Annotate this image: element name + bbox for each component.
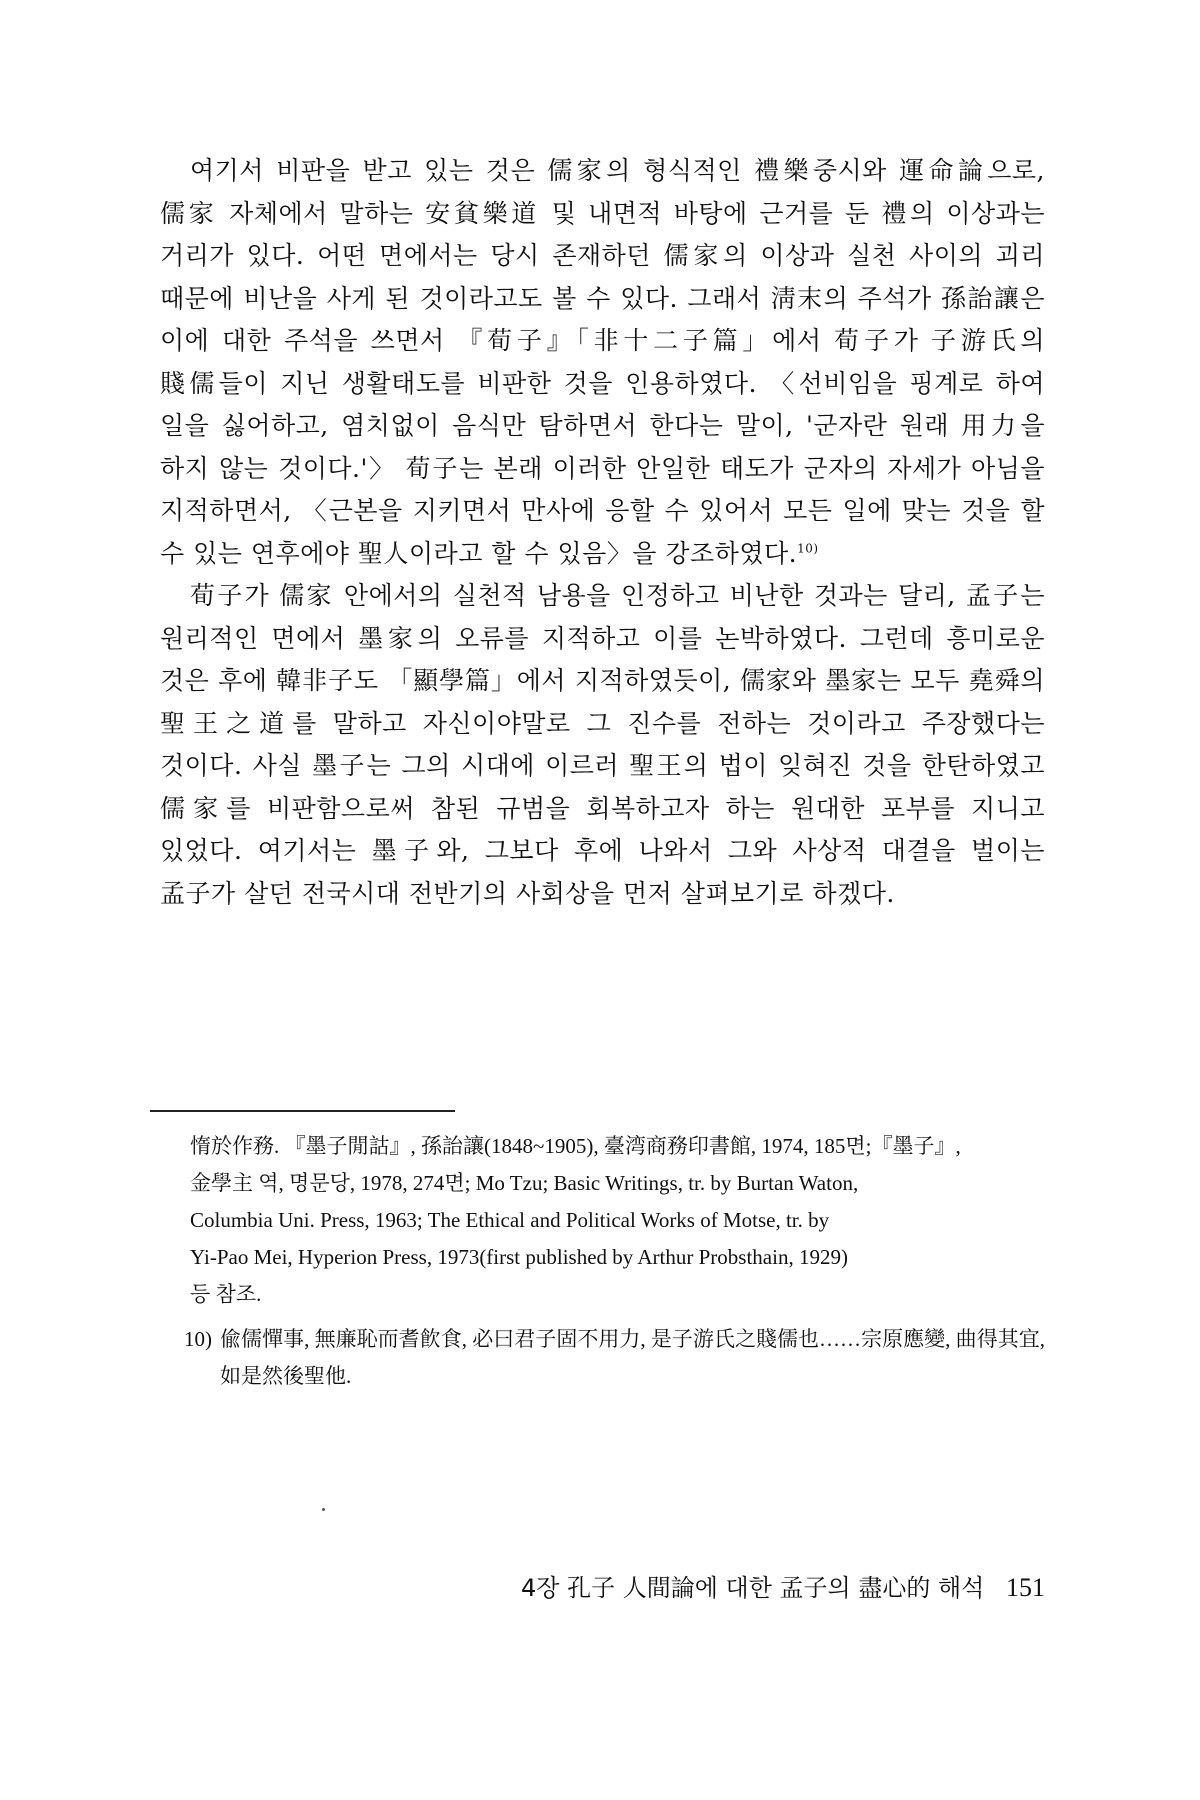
footnote-line: 金學主 역, 명문당, 1978, 274면; Mo Tzu; Basic Writings, tr. by Burtan Waton, [190, 1171, 859, 1195]
page-number: 151 [1006, 1573, 1045, 1602]
footnote-line: 惰於作務. 『墨子閒詁』, 孫詒讓(1848~1905), 臺湾商務印書館, 1974, 185면;『墨子』, [190, 1134, 961, 1158]
footnote-line: 등 참조. [190, 1282, 262, 1306]
body-text [160, 150, 1045, 915]
footnote-separator [150, 1110, 455, 1112]
paragraph-text: 여기서 비판을 받고 있는 것은 儒家의 형식적인 禮樂중시와 運命論으로, 儒家 자체에서 말하는 安貧樂道 및 내면적 바탕에 근거를 둔 禮의 이상과는 거리가 있다. 어떤 면에서는 당시 존재하던 儒家의 이상과 실천 사이의 괴리 때문에 비난을 사게 된 것이라고도 볼 수 있다. 그래서 淸末의 주석가 孫詒讓은 이에 대한 주석을 쓰면서 『荀子』「非十二子篇」에서 荀子가 子游氏의 賤儒들이 지닌 생활태도를 비판한 것을 인용하였다. 〈선비임을 핑계로 하여 일을 싫어하고, 염치없이 음식만 탐하면서 한다는 말이, '군자란 원래 用力을 하지 않는 것이다.'〉 荀子는 본래 이러한 안일한 태도가 군자의 자세가 아님을 지적하면서, 〈근본을 지키면서 만사에 응할 수 있어서 모든 일에 맞는 것을 할 수 있는 연후에야 聖人이라고 할 수 있음〉을 강조하였다. [160, 156, 1045, 568]
footnote-line: Yi-Pao Mei, Hyperion Press, 1973(first published by Arthur Probsthain, 1929) [190, 1245, 848, 1269]
paragraph-text: 荀子가 儒家 안에서의 실천적 남용을 인정하고 비난한 것과는 달리, 孟子는 원리적인 면에서 墨家의 오류를 지적하고 이를 논박하였다. 그런데 흥미로운 것은 후에 韓非子도 「顯學篇」에서 지적하였듯이, 儒家와 墨家는 모두 堯舜의 聖王之道를 말하고 자신이야말로 그 진수를 전하는 것이라고 주장했다는 것이다. 사실 墨子는 그의 시대에 이르러 聖王의 법이 잊혀진 것을 한탄하였고 儒家를 비판함으로써 참된 규범을 회복하고자 하는 원대한 포부를 지니고 있었다. 여기서는 墨子와, 그보다 후에 나와서 그와 사상적 대결을 벌이는 孟子가 살던 전국시대 전반기의 사회상을 먼저 살펴보기로 하겠다. [160, 581, 1045, 908]
paragraph [160, 150, 1045, 575]
footnote-number: 10) [184, 1327, 212, 1351]
footnote-10 [184, 1321, 1045, 1395]
footnote-text: 偸儒憚事, 無廉恥而耆飮食, 必曰君子固不用力, 是子游氏之賤儒也……宗原應變, 曲得其宜, 如是然後聖他. [220, 1327, 1045, 1388]
paragraph [160, 575, 1045, 915]
chapter-title: 4장 孔子 人間論에 대한 孟子의 盡心的 해석 [521, 1574, 985, 1602]
running-footer [460, 1572, 1045, 1604]
footnote-line: Columbia Uni. Press, 1963; The Ethical and Political Works of Motse, tr. by [190, 1208, 830, 1232]
footnotes [184, 1128, 1045, 1395]
print-speck [322, 1508, 325, 1511]
footnote-reference: 10) [797, 541, 819, 556]
footnote-continuation [190, 1128, 1045, 1313]
